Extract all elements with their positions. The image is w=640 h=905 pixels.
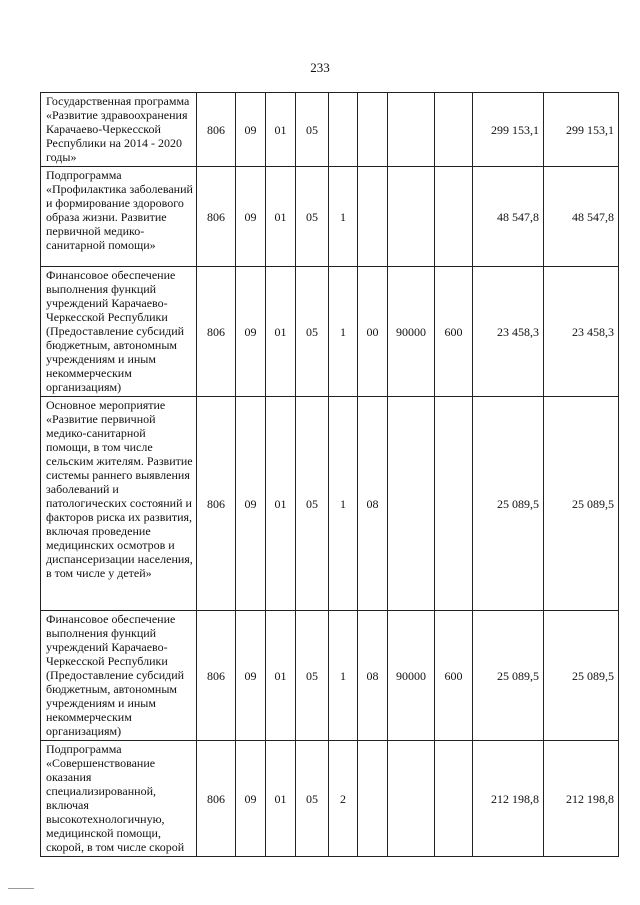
table-row [41, 167, 619, 267]
direction-code [388, 397, 435, 611]
direction-code [388, 93, 435, 167]
subprogram-code: 1 [329, 611, 358, 741]
main-event-code [358, 167, 388, 267]
amount-2: 48 547,8 [544, 167, 619, 267]
direction-code [388, 167, 435, 267]
program-code: 05 [296, 741, 329, 857]
program-code: 05 [296, 267, 329, 397]
section-code: 09 [236, 397, 266, 611]
expense-type-code: 600 [435, 267, 473, 397]
subprogram-code: 1 [329, 167, 358, 267]
section-code: 09 [236, 611, 266, 741]
section-code: 09 [236, 93, 266, 167]
main-event-code: 00 [358, 267, 388, 397]
subsection-code: 01 [266, 267, 296, 397]
subsection-code: 01 [266, 93, 296, 167]
table-row [41, 267, 619, 397]
ministry-code: 806 [197, 611, 236, 741]
scan-edge-mark [8, 888, 34, 889]
table-row [41, 741, 619, 857]
amount-1: 212 198,8 [473, 741, 544, 857]
program-code: 05 [296, 611, 329, 741]
program-code: 05 [296, 397, 329, 611]
section-code: 09 [236, 741, 266, 857]
ministry-code: 806 [197, 267, 236, 397]
program-code: 05 [296, 93, 329, 167]
program-code: 05 [296, 167, 329, 267]
ministry-code: 806 [197, 167, 236, 267]
direction-code [388, 741, 435, 857]
section-code: 09 [236, 167, 266, 267]
row-name: Подпрограмма «Профилактика заболеваний и формирование здорового образа жизни. Развитие первичной медико-санитарной помощи» [41, 167, 197, 267]
row-name: Финансовое обеспечение выполнения функций учреждений Карачаево-Черкесской Республики (Предоставление субсидий бюджетным, автономным учреждениям и иным некоммерческим организациям) [41, 611, 197, 741]
row-name: Основное мероприятие «Развитие первичной медико-санитарной помощи, в том числе сельским жителям. Развитие системы раннего выявления заболеваний и патологических состояний и факторов риска их развития, включая проведение медицинских осмотров и диспансеризации населения, в том числе у детей» [41, 397, 197, 611]
subprogram-code [329, 93, 358, 167]
amount-1: 23 458,3 [473, 267, 544, 397]
expense-type-code [435, 93, 473, 167]
subprogram-code: 1 [329, 397, 358, 611]
amount-1: 25 089,5 [473, 611, 544, 741]
subsection-code: 01 [266, 611, 296, 741]
ministry-code: 806 [197, 397, 236, 611]
subsection-code: 01 [266, 741, 296, 857]
main-event-code: 08 [358, 397, 388, 611]
row-name: Финансовое обеспечение выполнения функций учреждений Карачаево-Черкесской Республики (Предоставление субсидий бюджетным, автономным учреждениям и иным некоммерческим организациям) [41, 267, 197, 397]
expense-type-code [435, 167, 473, 267]
section-code: 09 [236, 267, 266, 397]
ministry-code: 806 [197, 741, 236, 857]
table-row [41, 611, 619, 741]
row-name: Подпрограмма «Совершенствование оказания специализированной, включая высокотехнологичную, медицинской помощи, скорой, в том числе скорой [41, 741, 197, 857]
ministry-code: 806 [197, 93, 236, 167]
subsection-code: 01 [266, 167, 296, 267]
expense-type-code: 600 [435, 611, 473, 741]
main-event-code [358, 93, 388, 167]
page-number: 233 [310, 60, 330, 75]
expense-type-code [435, 741, 473, 857]
amount-2: 25 089,5 [544, 397, 619, 611]
direction-code: 90000 [388, 267, 435, 397]
main-event-code: 08 [358, 611, 388, 741]
amount-1: 48 547,8 [473, 167, 544, 267]
amount-1: 299 153,1 [473, 93, 544, 167]
subsection-code: 01 [266, 397, 296, 611]
expense-type-code [435, 397, 473, 611]
subprogram-code: 1 [329, 267, 358, 397]
row-name: Государственная программа «Развитие здравоохранения Карачаево-Черкесской Республики на 2014 - 2020 годы» [41, 93, 197, 167]
amount-2: 212 198,8 [544, 741, 619, 857]
amount-2: 299 153,1 [544, 93, 619, 167]
direction-code: 90000 [388, 611, 435, 741]
subprogram-code: 2 [329, 741, 358, 857]
table-body [41, 93, 619, 857]
table-row [41, 93, 619, 167]
budget-table [40, 92, 619, 857]
table-row [41, 397, 619, 611]
amount-2: 25 089,5 [544, 611, 619, 741]
main-event-code [358, 741, 388, 857]
amount-2: 23 458,3 [544, 267, 619, 397]
amount-1: 25 089,5 [473, 397, 544, 611]
